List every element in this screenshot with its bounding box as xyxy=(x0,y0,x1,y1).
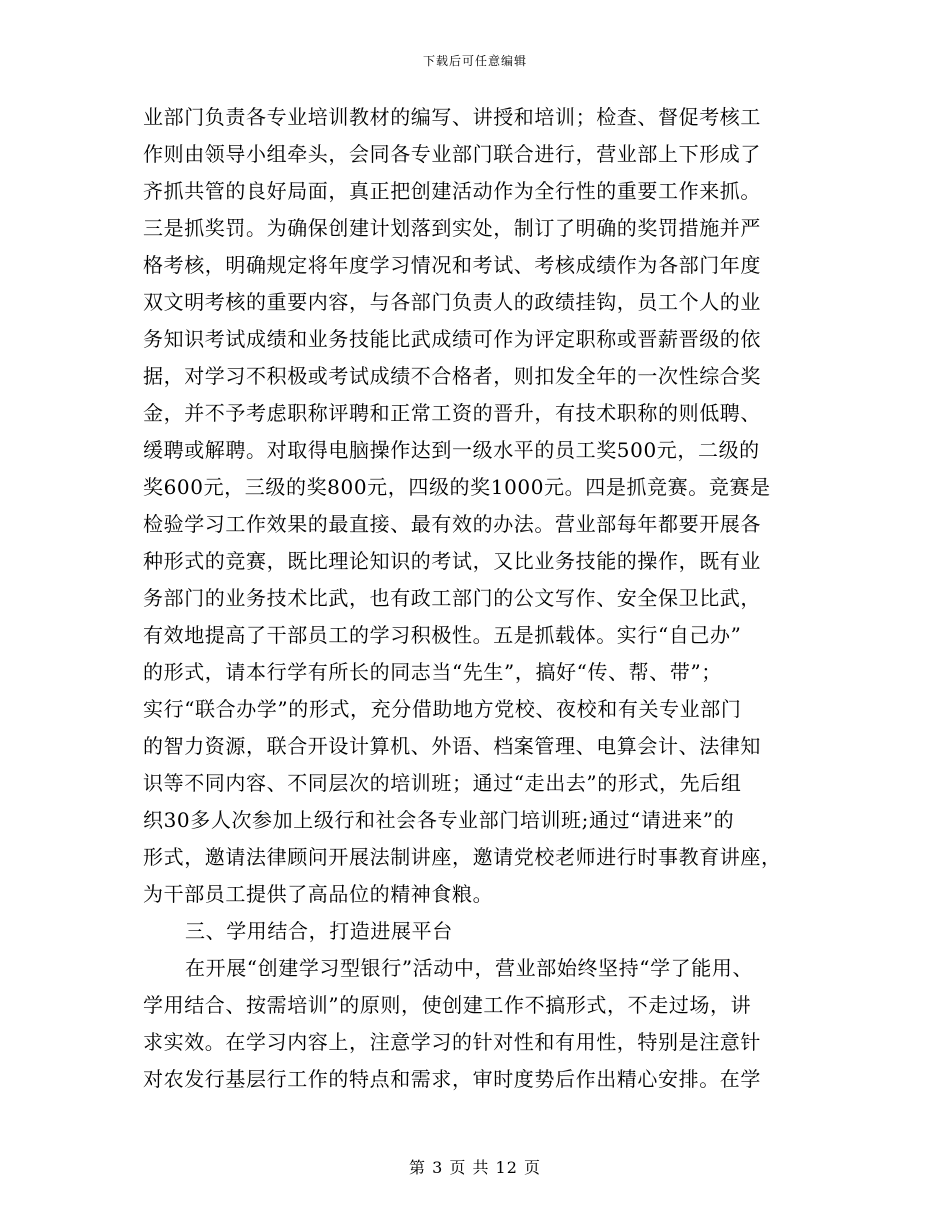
text-line: 求实效。在学习内容上，注意学习的针对性和有用性，特别是注意针 xyxy=(143,1030,761,1054)
text-line: 奖600元，三级的奖800元，四级的奖1000元。四是抓竞赛。竞赛是 xyxy=(143,475,771,499)
text-line: 织30多人次参加上级行和社会各专业部门培训班;通过“请进来”的 xyxy=(143,808,735,832)
text-line: 业部门负责各专业培训教材的编写、讲授和培训；检查、督促考核工 xyxy=(143,105,761,129)
text-line: 在开展“创建学习型银行”活动中，营业部始终坚持“学了能用、 xyxy=(185,956,754,980)
text-line: 务部门的业务技术比武，也有政工部门的公文写作、安全保卫比武， xyxy=(143,586,761,610)
text-line: 格考核，明确规定将年度学习情况和考试、考核成绩作为各部门年度 xyxy=(143,253,761,277)
text-line: 缓聘或解聘。对取得电脑操作达到一级水平的员工奖500元，二级的 xyxy=(143,438,760,462)
text-line: 有效地提高了干部员工的学习积极性。五是抓载体。实行“自己办” xyxy=(143,623,742,647)
text-line: 检验学习工作效果的最直接、最有效的办法。营业部每年都要开展各 xyxy=(143,512,761,536)
text-line: 种形式的竞赛，既比理论知识的考试，又比业务技能的操作，既有业 xyxy=(143,549,761,573)
text-line: 三、学用结合，打造进展平台 xyxy=(185,919,453,943)
text-line: 识等不同内容、不同层次的培训班；通过“走出去”的形式，先后组 xyxy=(143,771,742,795)
text-line: 齐抓共管的良好局面，真正把创建活动作为全行性的重要工作来抓。 xyxy=(143,179,761,203)
text-line: 据，对学习不积极或考试成绩不合格者，则扣发全年的一次性综合奖 xyxy=(143,364,761,388)
text-line: 作则由领导小组牵头，会同各专业部门联合进行，营业部上下形成了 xyxy=(143,142,761,166)
text-line: 形式，邀请法律顾问开展法制讲座，邀请党校老师进行时事教育讲座， xyxy=(143,845,782,869)
text-line: 务知识考试成绩和业务技能比武成绩可作为评定职称或晋薪晋级的依 xyxy=(143,327,761,351)
text-line: 的智力资源，联合开设计算机、外语、档案管理、电算会计、法律知 xyxy=(143,734,761,758)
text-line: 对农发行基层行工作的特点和需求，审时度势后作出精心安排。在学 xyxy=(143,1067,761,1091)
page-header: 下载后可任意编辑 xyxy=(422,54,527,68)
text-line: 实行“联合办学”的形式，充分借助地方党校、夜校和有关专业部门 xyxy=(143,697,742,721)
text-line: 的形式，请本行学有所长的同志当“先生”，搞好“传、帮、带”； xyxy=(143,660,722,684)
text-line: 为干部员工提供了高品位的精神食粮。 xyxy=(143,882,494,906)
body-text xyxy=(143,99,823,1098)
text-line: 双文明考核的重要内容，与各部门负责人的政绩挂钩，员工个人的业 xyxy=(143,290,761,314)
text-line: 金，并不予考虑职称评聘和正常工资的晋升，有技术职称的则低聘、 xyxy=(143,401,761,425)
page-footer: 第 3 页 共 12 页 xyxy=(409,1158,541,1177)
text-line: 学用结合、按需培训”的原则，使创建工作不搞形式，不走过场，讲 xyxy=(143,993,752,1017)
text-line: 三是抓奖罚。为确保创建计划落到实处，制订了明确的奖罚措施并严 xyxy=(143,216,761,240)
